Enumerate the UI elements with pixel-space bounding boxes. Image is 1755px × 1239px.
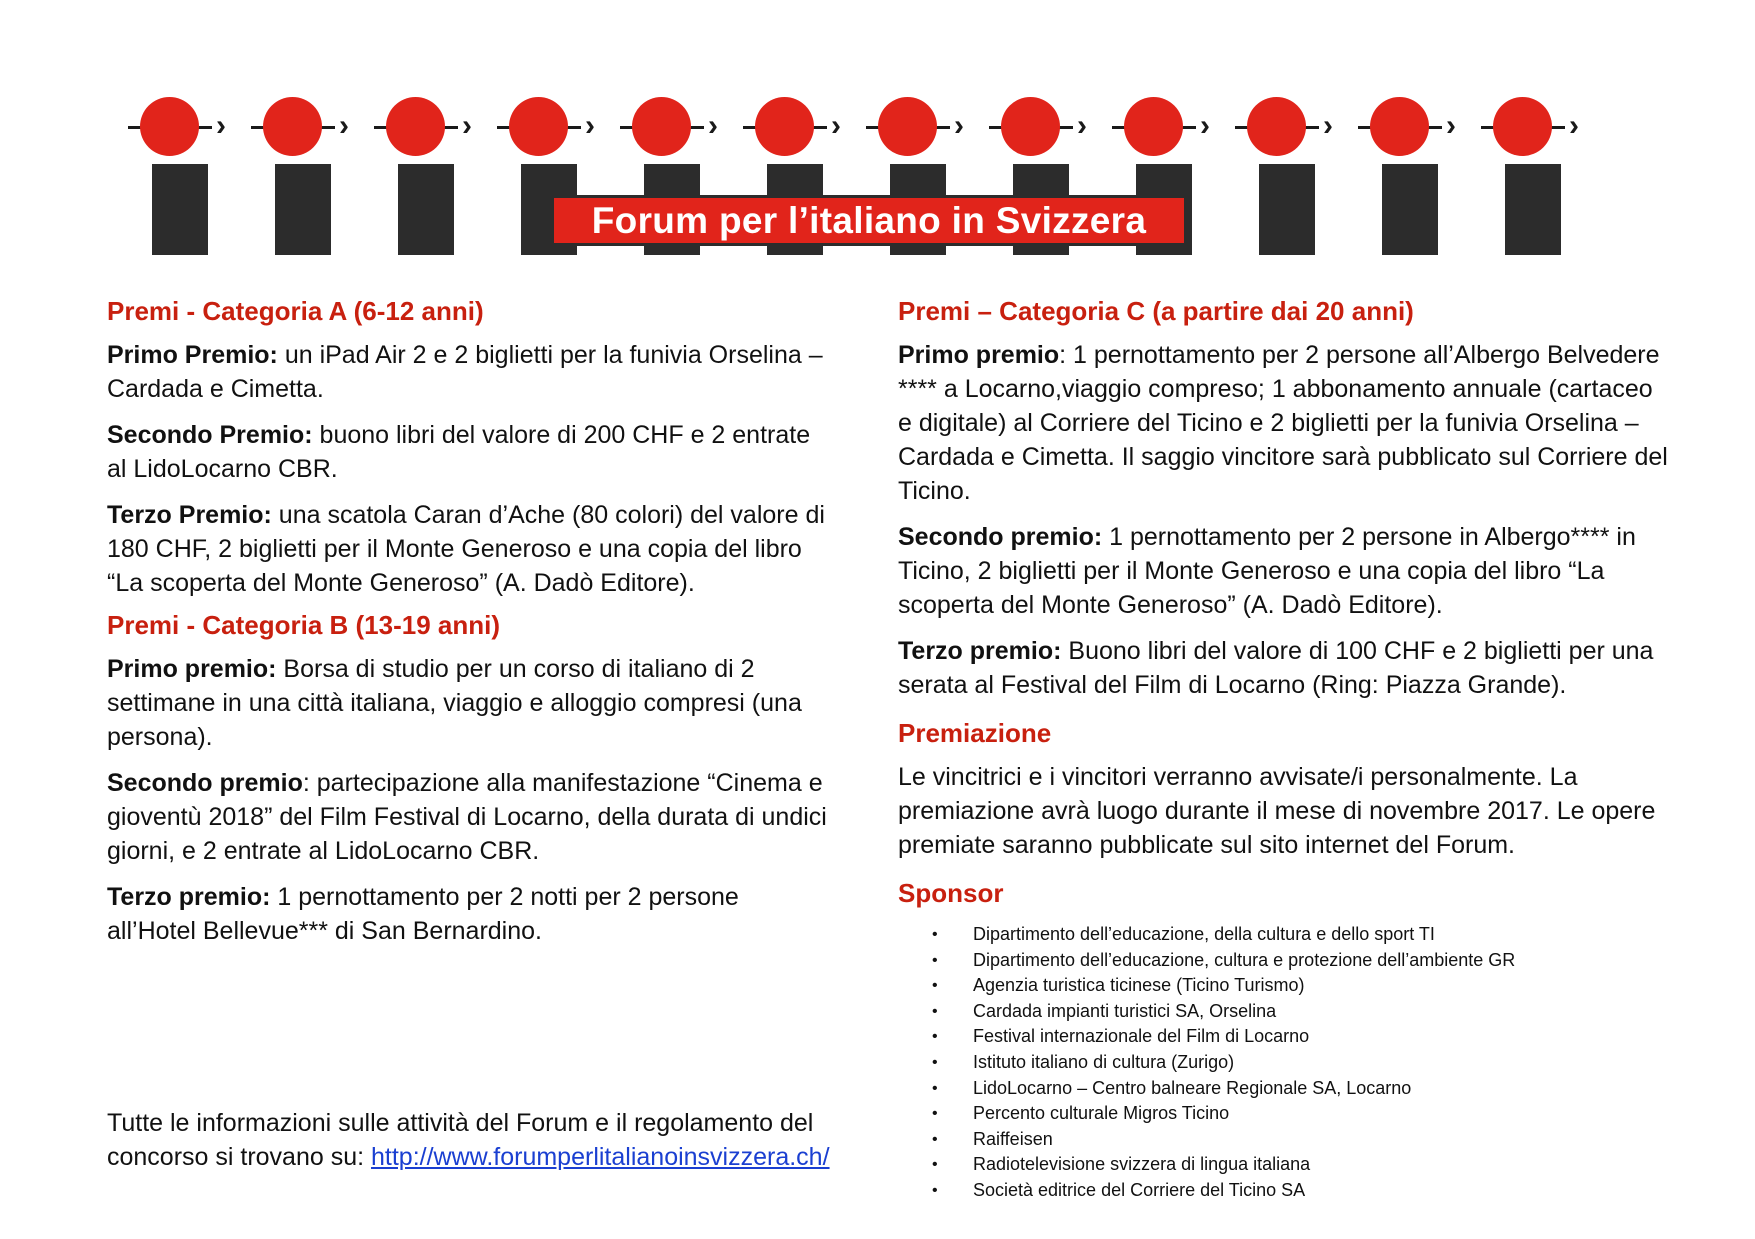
red-dot-icon <box>1001 97 1060 156</box>
category-b-first-prize <box>107 652 827 754</box>
red-dot-icon <box>386 97 445 156</box>
footer-info <box>107 1106 867 1174</box>
banner-title: Forum per l’italiano in Svizzera <box>551 195 1187 246</box>
red-dot-icon <box>1247 97 1306 156</box>
sponsor-item <box>898 1024 1668 1050</box>
premiazione-text: Le vincitrici e i vincitori verranno avvisate/i personalmente. La premiazione avrà luogo durante il mese di novembre 2017. Le opere premiate saranno pubblicate sul sito internet del Forum. <box>898 763 1656 859</box>
red-dot-icon <box>1124 97 1183 156</box>
sponsor-item <box>898 1178 1668 1204</box>
prize-label: Secondo premio <box>107 769 303 797</box>
category-c-heading: Premi – Categoria C (a partire dai 20 anni) <box>898 296 1414 326</box>
banner-node <box>1350 85 1473 255</box>
category-b-second-prize <box>107 766 827 868</box>
arrow-icon: › <box>1446 109 1456 142</box>
red-dot-icon <box>632 97 691 156</box>
category-b-third-prize <box>107 880 827 948</box>
banner-node <box>120 85 243 255</box>
sponsor-list <box>898 922 1668 1204</box>
red-dot-icon <box>509 97 568 156</box>
bullet-icon: • <box>932 1079 938 1097</box>
sponsor-name: Raiffeisen <box>973 1128 1053 1149</box>
banner-node <box>1227 85 1350 255</box>
bullet-icon: • <box>932 1156 938 1174</box>
arrow-icon: › <box>1323 109 1333 142</box>
sponsor-heading: Sponsor <box>898 878 1004 908</box>
left-column <box>107 292 827 960</box>
category-b-heading: Premi - Categoria B (13-19 anni) <box>107 610 500 640</box>
sponsor-item <box>898 922 1668 948</box>
prize-text: : 1 pernottamento per 2 persone all’Albergo Belvedere **** a Locarno,viaggio compreso; 1 abbonamento annuale (cartaceo e digitale) al Corriere del Ticino e 2 biglietti per la funivia Orselina – Cardada e Cimetta. Il saggio vincitore sarà pubblicato sul Corriere del Ticino. <box>898 341 1668 505</box>
forum-website-link[interactable]: http://www.forumperlitalianoinsvizzera.ch/ <box>371 1143 830 1171</box>
banner-node <box>243 85 366 255</box>
arrow-icon: › <box>831 109 841 142</box>
prize-text: buono libri del valore di 200 CHF e 2 entrate al LidoLocarno CBR. <box>107 421 811 483</box>
sponsor-item <box>898 1076 1668 1102</box>
red-dot-icon <box>878 97 937 156</box>
prize-label: Terzo premio: <box>898 637 1062 665</box>
forum-banner-logo <box>120 85 1630 255</box>
prize-label: Secondo Premio: <box>107 421 313 449</box>
category-c-third-prize <box>898 634 1668 702</box>
category-a-heading: Premi - Categoria A (6-12 anni) <box>107 296 484 326</box>
sponsor-name: Festival internazionale del Film di Locarno <box>973 1026 1310 1047</box>
prize-text: un iPad Air 2 e 2 biglietti per la funivia Orselina – Cardada e Cimetta. <box>107 341 823 403</box>
arrow-icon: › <box>216 109 226 142</box>
red-dot-icon <box>263 97 322 156</box>
arrow-icon: › <box>462 109 472 142</box>
prize-text: una scatola Caran d’Ache (80 colori) del valore di 180 CHF, 2 biglietti per il Monte Generoso e una copia del libro “La scoperta del Monte Generoso” (A. Dadò Editore). <box>107 501 825 597</box>
arrow-icon: › <box>339 109 349 142</box>
sponsor-name: Dipartimento dell’educazione, della cultura e dello sport TI <box>973 924 1435 944</box>
category-a-third-prize <box>107 498 827 600</box>
prize-label: Secondo premio: <box>898 523 1103 551</box>
sponsor-item <box>898 948 1668 974</box>
bullet-icon: • <box>932 951 938 969</box>
arrow-icon: › <box>708 109 718 142</box>
bullet-icon: • <box>932 926 938 943</box>
arrow-icon: › <box>1200 109 1210 142</box>
category-a-second-prize <box>107 418 827 486</box>
sponsor-name: Radiotelevisione svizzera di lingua italiana <box>973 1154 1311 1175</box>
red-dot-icon <box>755 97 814 156</box>
banner-node <box>1473 85 1596 255</box>
prize-label: Primo premio: <box>107 655 277 683</box>
arrow-icon: › <box>1077 109 1087 142</box>
red-dot-icon <box>1493 97 1552 156</box>
bullet-icon: • <box>932 977 938 995</box>
sponsor-name: Istituto italiano di cultura (Zurigo) <box>973 1051 1235 1072</box>
premiazione-heading: Premiazione <box>898 718 1052 748</box>
prize-text: Buono libri del valore di 100 CHF e 2 biglietti per una serata al Festival del Film di Locarno (Ring: Piazza Grande). <box>898 637 1654 699</box>
prize-label: Terzo premio: <box>107 883 271 911</box>
prize-label: Primo premio <box>898 341 1060 369</box>
bullet-icon: • <box>932 1130 938 1148</box>
prize-text: 1 pernottamento per 2 persone in Albergo**** in Ticino, 2 biglietti per il Monte Generoso e una copia del libro “La scoperta del Monte Generoso” (A. Dadò Editore). <box>898 523 1636 619</box>
sponsor-item <box>898 1127 1668 1153</box>
sponsor-item <box>898 973 1668 999</box>
footer-text: Tutte le informazioni sulle attività del Forum e il regolamento del concorso si trovano su: <box>107 1109 814 1171</box>
sponsor-name: Dipartimento dell’educazione, cultura e protezione dell’ambiente GR <box>973 949 1516 970</box>
sponsor-item <box>898 1101 1668 1127</box>
prize-label: Terzo Premio: <box>107 501 272 529</box>
bullet-icon: • <box>932 1002 938 1020</box>
prize-text: 1 pernottamento per 2 notti per 2 persone all’Hotel Bellevue*** di San Bernardino. <box>107 883 739 945</box>
right-column <box>898 292 1668 1204</box>
category-a-first-prize <box>107 338 827 406</box>
sponsor-name: Società editrice del Corriere del Ticino SA <box>973 1179 1306 1200</box>
red-dot-icon <box>1370 97 1429 156</box>
prize-text: : partecipazione alla manifestazione “Cinema e gioventù 2018” del Film Festival di Locarno, della durata di undici giorni, e 2 entrate al LidoLocarno CBR. <box>107 769 827 865</box>
prize-label: Primo Premio: <box>107 341 278 369</box>
arrow-icon: › <box>1569 109 1579 142</box>
category-c-first-prize <box>898 338 1668 508</box>
bullet-icon: • <box>932 1181 938 1199</box>
category-c-second-prize <box>898 520 1668 622</box>
sponsor-item <box>898 999 1668 1025</box>
arrow-icon: › <box>954 109 964 142</box>
bullet-icon: • <box>932 1028 938 1046</box>
bullet-icon: • <box>932 1105 938 1123</box>
red-dot-icon <box>140 97 199 156</box>
arrow-icon: › <box>585 109 595 142</box>
banner-node <box>366 85 489 255</box>
prize-text: Borsa di studio per un corso di italiano di 2 settimane in una città italiana, viaggio e alloggio compresi (una persona). <box>107 655 802 751</box>
sponsor-name: Cardada impianti turistici SA, Orselina <box>973 1000 1277 1021</box>
sponsor-name: Percento culturale Migros Ticino <box>973 1103 1230 1124</box>
bullet-icon: • <box>932 1053 938 1071</box>
sponsor-name: Agenzia turistica ticinese (Ticino Turismo) <box>973 975 1305 996</box>
sponsor-name: LidoLocarno – Centro balneare Regionale SA, Locarno <box>973 1077 1412 1098</box>
sponsor-item <box>898 1152 1668 1178</box>
sponsor-item <box>898 1050 1668 1076</box>
